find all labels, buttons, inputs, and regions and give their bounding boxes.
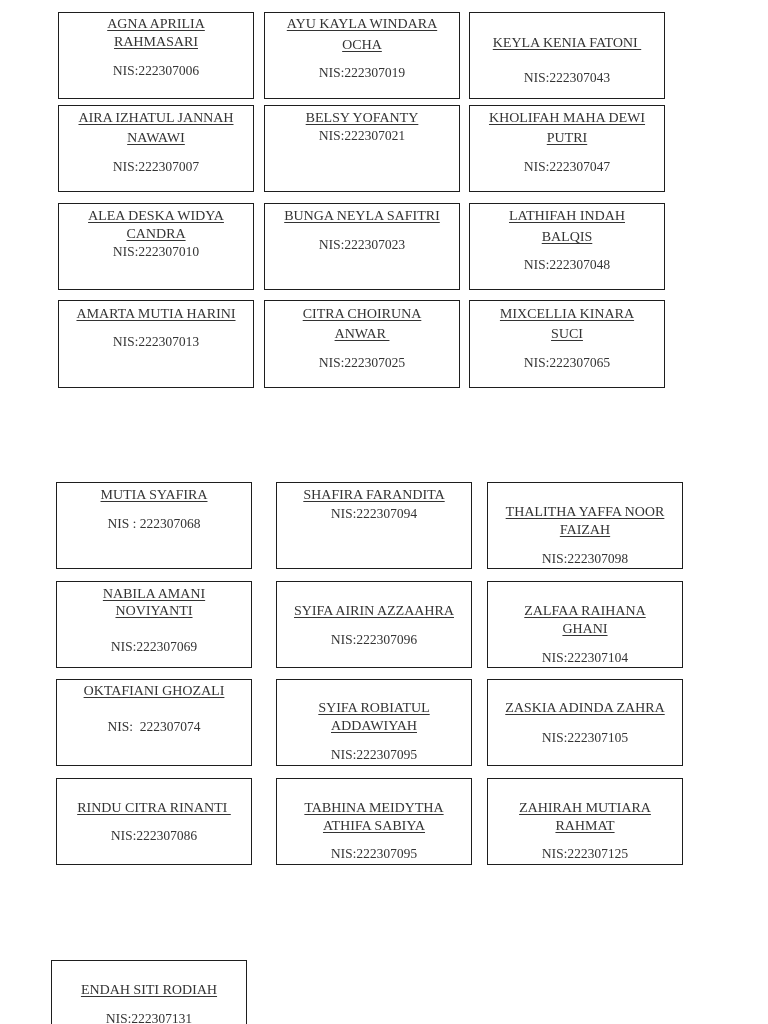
student-name-line: PUTRI <box>546 131 588 146</box>
student-nis: NIS:222307069 <box>110 639 198 654</box>
student-name-line: GHANI <box>562 622 608 637</box>
student-name-line: ENDAH SITI RODIAH <box>80 983 218 998</box>
student-name-line: BALQIS <box>541 230 593 245</box>
student-card <box>264 105 460 192</box>
student-nis: NIS:222307096 <box>330 632 418 647</box>
student-name-line: KHOLIFAH MAHA DEWI <box>488 111 646 126</box>
student-nis: NIS:222307086 <box>110 828 198 843</box>
student-name-line: SYIFA ROBIATUL <box>318 701 430 716</box>
student-card <box>56 482 252 569</box>
student-nis: NIS:222307023 <box>318 237 406 252</box>
student-nis: NIS:222307025 <box>318 355 406 370</box>
student-card <box>56 581 252 668</box>
student-name-line: ANWAR <box>334 327 390 342</box>
student-name-line: THALITHA YAFFA NOOR <box>505 505 665 520</box>
student-card <box>264 300 460 388</box>
student-name-line: FAIZAH <box>559 523 611 538</box>
student-name-line: SYIFA AIRIN AZZAAHRA <box>294 604 454 619</box>
student-card <box>276 581 472 668</box>
student-card <box>58 105 254 192</box>
student-name-line: ADDAWIYAH <box>331 719 417 734</box>
student-card <box>276 778 472 865</box>
student-name-line: OCHA <box>342 38 382 53</box>
student-card <box>56 778 252 865</box>
student-name-line: LATHIFAH INDAH <box>508 209 625 224</box>
student-name-line: SHAFIRA FARANDITA <box>303 488 445 503</box>
student-nis: NIS:222307095 <box>330 846 418 861</box>
student-name-line: AGNA APRILIA <box>107 17 205 32</box>
student-card <box>51 960 247 1024</box>
student-name-line: ZALFAA RAIHANA <box>524 604 646 619</box>
student-name-line: NAWAWI <box>127 131 185 146</box>
student-nis: NIS:222307104 <box>541 650 629 665</box>
student-nis: NIS:222307006 <box>112 63 200 78</box>
student-nis: NIS: 222307074 <box>107 719 201 734</box>
student-nis: NIS:222307095 <box>330 747 418 762</box>
student-name-line: BELSY YOFANTY <box>305 111 419 126</box>
student-name-line: AIRA IZHATUL JANNAH <box>78 111 234 126</box>
student-nis: NIS : 222307068 <box>107 516 201 531</box>
student-card <box>276 482 472 569</box>
student-card <box>58 12 254 99</box>
student-name-line: CANDRA <box>126 227 186 242</box>
student-card <box>487 778 683 865</box>
student-nis: NIS:222307010 <box>112 244 200 259</box>
student-nis: NIS:222307019 <box>318 65 406 80</box>
student-nis: NIS:222307131 <box>105 1011 193 1024</box>
student-card <box>469 300 665 388</box>
student-card <box>469 105 665 192</box>
student-name-line: ZASKIA ADINDA ZAHRA <box>505 701 665 716</box>
student-card <box>487 482 683 569</box>
student-name-line: CITRA CHOIRUNA <box>302 307 422 322</box>
student-name-line: NABILA AMANI <box>102 587 206 602</box>
student-nis: NIS:222307013 <box>112 334 200 349</box>
student-name-line: TABHINA MEIDYTHA <box>304 801 444 816</box>
student-card <box>469 12 665 99</box>
student-name-line: SUCI <box>551 327 583 342</box>
student-name-line: NOVIYANTI <box>115 604 193 619</box>
student-card <box>58 300 254 388</box>
student-name-line: AMARTA MUTIA HARINI <box>76 307 236 322</box>
student-card <box>487 679 683 766</box>
student-name-line: KEYLA KENIA FATONI <box>492 36 642 51</box>
student-nis: NIS:222307021 <box>318 128 406 143</box>
student-name-line: OKTAFIANI GHOZALI <box>83 684 225 699</box>
student-name-line: RAHMAT <box>555 819 615 834</box>
student-name-line: ZAHIRAH MUTIARA <box>519 801 651 816</box>
student-card <box>56 679 252 766</box>
student-nis: NIS:222307048 <box>523 257 611 272</box>
student-card <box>487 581 683 668</box>
student-name-line: ATHIFA SABIYA <box>322 819 426 834</box>
student-card <box>264 203 460 290</box>
student-nis: NIS:222307125 <box>541 846 629 861</box>
student-card <box>469 203 665 290</box>
student-card <box>264 12 460 99</box>
student-name-line: MUTIA SYAFIRA <box>100 488 208 503</box>
student-name-line: MIXCELLIA KINARA <box>499 307 635 322</box>
student-nis: NIS:222307065 <box>523 355 611 370</box>
student-nis: NIS:222307007 <box>112 159 200 174</box>
student-name-line: AYU KAYLA WINDARA <box>286 17 438 32</box>
student-name-line: RINDU CITRA RINANTI <box>77 801 231 816</box>
student-nis: NIS:222307105 <box>541 730 629 745</box>
student-card <box>58 203 254 290</box>
student-name-line: ALEA DESKA WIDYA <box>88 209 224 224</box>
student-name-line: RAHMASARI <box>113 35 198 50</box>
student-card <box>276 679 472 766</box>
student-nis: NIS:222307094 <box>330 506 418 521</box>
student-name-line: BUNGA NEYLA SAFITRI <box>284 209 440 224</box>
student-nis: NIS:222307047 <box>523 159 611 174</box>
student-nis: NIS:222307043 <box>523 70 611 85</box>
student-nis: NIS:222307098 <box>541 551 629 566</box>
